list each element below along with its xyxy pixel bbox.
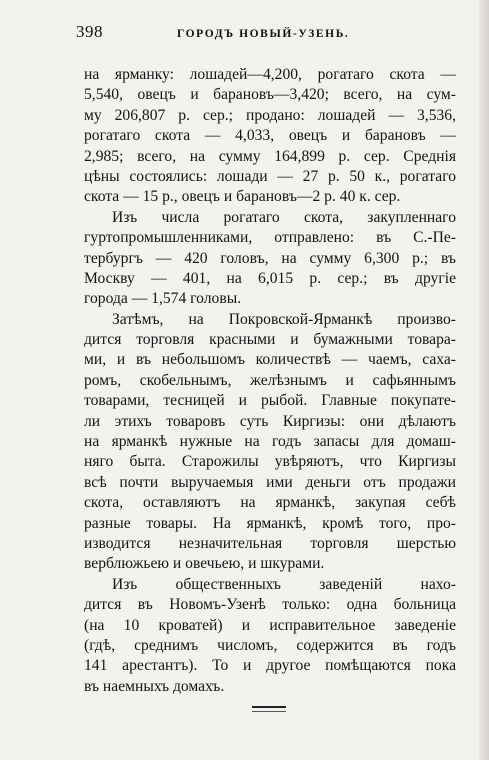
paragraph — [84, 208, 456, 310]
text-line: му 206,807 р. сер.; продано: лошадей — 3,536, — [84, 106, 456, 124]
text-line: дится въ Новомъ-Узенѣ только: одна больница — [84, 596, 456, 614]
text-line: разные товары. На ярманкѣ, кромѣ того, про- — [84, 514, 456, 532]
text-line: Изъ общественныхъ заведеній нахо- — [112, 575, 456, 593]
text-line: товарами, тесницей и рыбой. Главные покупате- — [84, 392, 456, 410]
text-line: дится торговля красными и бумажными товара- — [84, 331, 456, 349]
body-text — [84, 65, 456, 697]
text-line: няго быта. Старожилы увѣряютъ, что Киргизы — [84, 453, 456, 471]
text-line: тербургъ — 420 головъ, на сумму 6,300 р.; въ — [84, 249, 456, 267]
text-line: скота — 15 р., овецъ и барановъ—2 р. 40 к. сер. — [84, 188, 401, 206]
section-rule — [252, 706, 286, 708]
page-number: 398 — [76, 22, 103, 41]
text-line: верблюжьею и овечьею, и шкурами. — [84, 555, 325, 573]
text-line: гуртопромышленниками, отправлено: въ С.-Пе- — [84, 229, 456, 247]
running-head: ГОРОДЪ НОВЫЙ-УЗЕНЬ. — [177, 28, 350, 40]
text-line: скота, оставляютъ на ярманкѣ, закупая себѣ — [84, 494, 456, 512]
text-line: ромъ, скобельнымъ, желѣзнымъ и сафьяннымъ — [84, 371, 456, 389]
text-line: 5,540, овецъ и барановъ—3,420; всего, на сум- — [84, 86, 456, 104]
text-line: на ярманкѣ нужные на годъ запасы для домаш- — [84, 433, 456, 451]
text-line: Изъ числа рогатаго скота, закупленнаго — [112, 208, 456, 226]
text-line: (на 10 кроватей) и исправительное заведеніе — [84, 616, 456, 634]
text-line: всѣ почти выручаемыя ими деньги отъ продажи — [84, 473, 456, 491]
paragraph — [84, 310, 456, 575]
section-rule-thin — [252, 711, 286, 712]
page-edge — [479, 0, 489, 760]
text-line: Затѣмъ, на Покровской-Ярманкѣ произво- — [112, 310, 456, 328]
page-header — [76, 22, 457, 44]
text-line: въ наемныхъ домахъ. — [84, 677, 225, 695]
text-line: ли этихъ товаровъ суть Киргизы: они дѣлаютъ — [84, 412, 456, 430]
text-line: рогатаго скота — 4,033, овецъ и барановъ — — [84, 127, 456, 145]
text-line: 141 арестантъ). То и другое помѣщаются пока — [84, 657, 456, 675]
text-line: (гдѣ, среднимъ числомъ, содержится въ годъ — [84, 636, 456, 654]
text-line: Москву — 401, на 6,015 р. сер.; въ другіе — [84, 269, 456, 287]
text-line: цѣны состоялись: лошади — 27 р. 50 к., рогатаго — [84, 167, 456, 185]
text-line: на ярманку: лошадей—4,200, рогатаго скота — — [84, 66, 456, 83]
paragraph — [84, 65, 456, 208]
text-line: 2,985; всего, на сумму 164,899 р. сер. Среднія — [84, 147, 456, 165]
paragraph — [84, 575, 456, 697]
text-line: города — 1,574 головы. — [84, 290, 242, 308]
text-line: изводится незначительная торговля шерстью — [84, 534, 456, 552]
text-line: ми, и въ небольшомъ количествѣ — чаемъ, саха- — [84, 351, 456, 369]
